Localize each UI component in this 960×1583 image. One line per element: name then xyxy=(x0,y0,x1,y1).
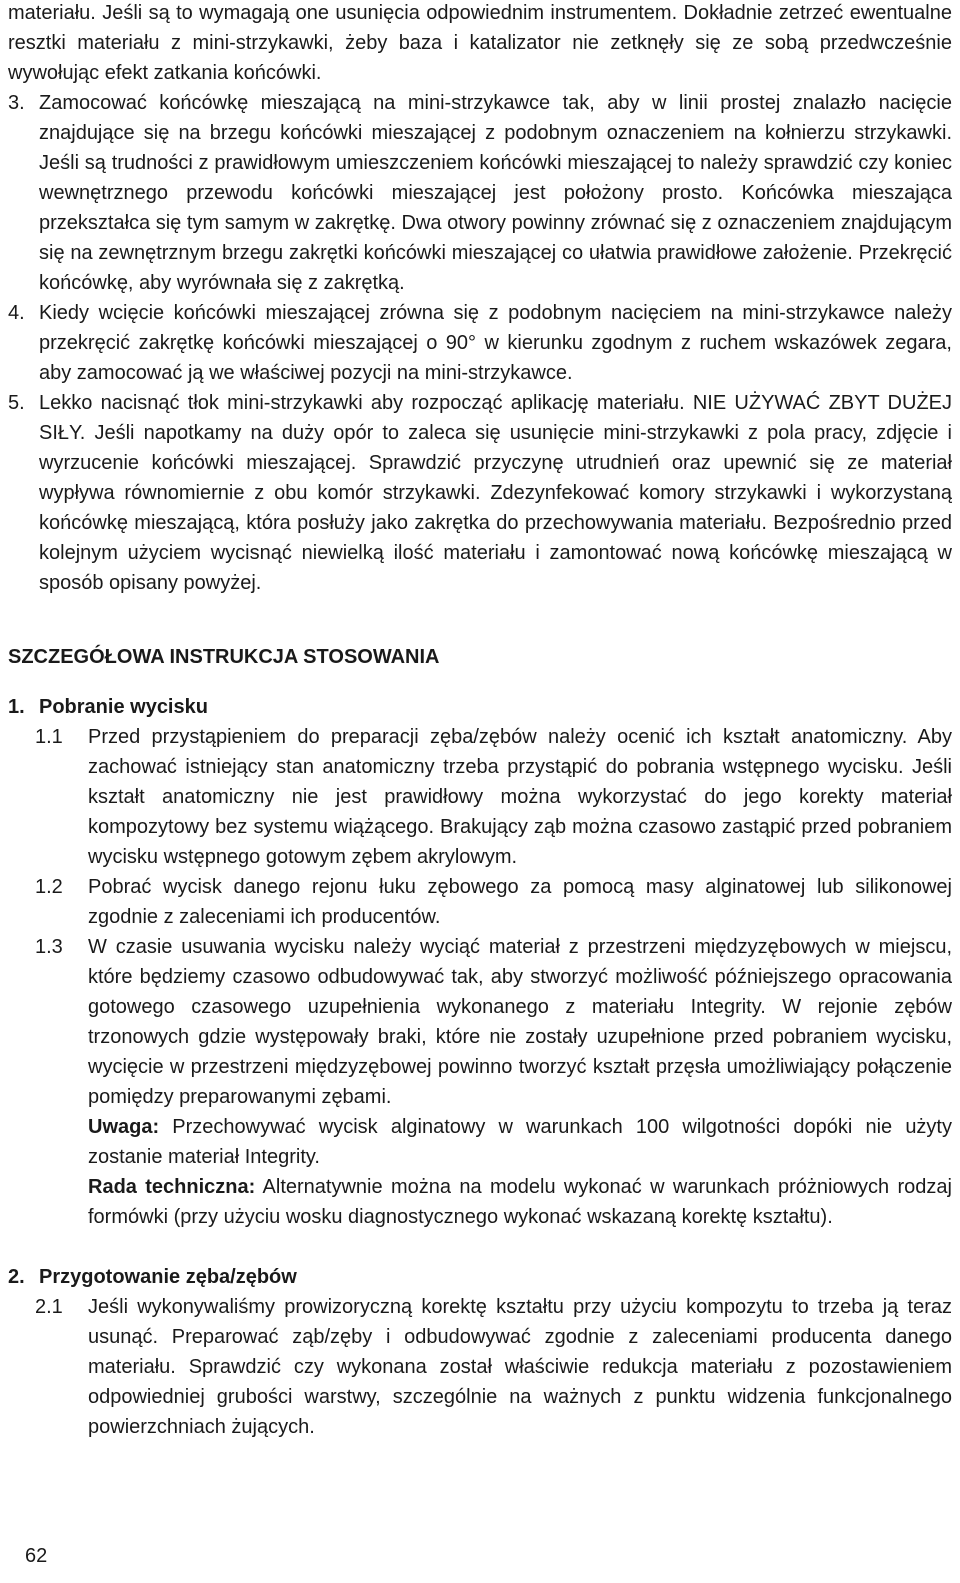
tip-paragraph xyxy=(88,1172,952,1232)
subitem-1-1 xyxy=(35,722,952,872)
tip-label: Rada techniczna: xyxy=(88,1176,256,1198)
step-5 xyxy=(8,388,952,598)
page-number: 62 xyxy=(25,1545,48,1567)
subitem-text: W czasie usuwania wycisku należy wyciąć materiał z przestrzeni międzyzębowych w miejscu, które będziemy czasowo odbudowywać tak, aby stworzyć możliwość późniejszego opracowania gotowego czasowego uzupełnienia wykonanego z materiału Integrity. W rejonie zębów trzonowych gdzie występowały braki, które nie zostały uzupełnione przed pobraniem wycisku, wycięcie w przestrzeni międzyzębowej powinno tworzyć kształt przęsła umożliwiający połączenie pomiędzy preparowanymi zębami. xyxy=(88,936,952,1108)
subitem-text: Jeśli wykonywaliśmy prowizoryczną korektę kształtu przy użyciu kompozytu to trzeba ją teraz usunąć. Preparować ząb/zęby i odbudowywać zgodnie z zaleceniami producenta danego materiału. Sprawdzić czy wykonana został właściwie redukcja materiału z pozostawieniem odpowiedniej grubości warstwy, szczególnie na ważnych z punktu widzenia funkcjonalnego powierzchniach żujących. xyxy=(88,1296,952,1438)
subitem-2-1 xyxy=(35,1292,952,1442)
section-number: 2. xyxy=(8,1266,25,1288)
step-text: Zamocować końcówkę mieszającą na mini-strzykawce tak, aby w linii prostej znalazło nacięcie znajdujące się na brzegu końcówki mieszającej z podobnym oznaczeniem na kołnierzu strzykawki. Jeśli są trudności z prawidłowym umieszczeniem końcówki mieszającej to należy sprawdzić czy koniec wewnętrznego przewodu końcówki mieszającej jest położony prosto. Końcówka mieszająca przekształca się tym samym w zakrętkę. Dwa otwory powinny zrównać się z oznaczeniem znajdującym się na zewnętrznym brzegu zakrętki końcówki mieszającej co ułatwia prawidłowe założenie. Przekręcić końcówkę, aby wyrównała się z zakrętką. xyxy=(39,92,952,294)
note-paragraph xyxy=(88,1112,952,1172)
subitem-number: 1.3 xyxy=(35,936,63,958)
subitem-number: 2.1 xyxy=(35,1296,63,1318)
step-text: Kiedy wcięcie końcówki mieszającej zrówna się z podobnym nacięciem na mini-strzykawce należy przekręcić zakrętkę końcówki mieszającej o 90° w kierunku zgodnym z ruchem wskazówek zegara, aby zamocować ją we właściwej pozycji na mini-strzykawce. xyxy=(39,302,952,384)
subitem-1-3 xyxy=(35,932,952,1112)
step-4 xyxy=(8,298,952,388)
step-number: 5. xyxy=(8,392,25,414)
section-title: Przygotowanie zęba/zębów xyxy=(39,1266,297,1288)
section-title: Pobranie wycisku xyxy=(39,696,208,718)
tip-text: Alternatywnie można na modelu wykonać w warunkach próżniowych rodzaj formówki (przy użyciu wosku diagnostycznego wykonać wskazaną korektę kształtu). xyxy=(88,1176,952,1228)
document-page xyxy=(8,0,952,1442)
step-number: 3. xyxy=(8,92,25,114)
note-text: Przechowywać wycisk alginatowy w warunkach 100 wilgotności dopóki nie użyty zostanie materiał Integrity. xyxy=(88,1116,952,1168)
subitem-number: 1.2 xyxy=(35,876,63,898)
step-text: Lekko nacisnąć tłok mini-strzykawki aby rozpocząć aplikację materiału. NIE UŻYWAĆ ZBYT DUŻEJ SIŁY. Jeśli napotkamy na duży opór to zaleca się usunięcie mini-strzykawki z pola pracy, zdjęcie i wyrzucenie końcówki mieszającej. Sprawdzić przyczynę utrudnień oraz upewnić się ze materiał wypływa równomiernie z obu komór strzykawki. Zdezynfekować komory strzykawki i wykorzystaną końcówkę mieszającą, która posłuży jako zakrętka do przechowywania materiału. Bezpośrednio przed kolejnym użyciem wycisnąć niewielką ilość materiału i zamontować nową końcówkę mieszającą w sposób opisany powyżej. xyxy=(39,392,952,594)
step-number: 4. xyxy=(8,302,25,324)
subitem-text: Pobrać wycisk danego rejonu łuku zębowego za pomocą masy alginatowej lub silikonowej zgodnie z zaleceniami ich producentów. xyxy=(88,876,952,928)
step-3 xyxy=(8,88,952,298)
subitem-text: Przed przystąpieniem do preparacji zęba/zębów należy ocenić ich kształt anatomiczny. Aby zachować istniejący stan anatomiczny trzeba przystąpić do pobrania wstępnego wycisku. Jeśli kształt anatomiczny nie jest prawidłowy można wykorzystać do jego korekty materiał kompozytowy bez systemu wiążącego. Brakujący ząb można czasowo zastąpić przed pobraniem wycisku wstępnego gotowym zębem akrylowym. xyxy=(88,726,952,868)
main-heading: SZCZEGÓŁOWA INSTRUKCJA STOSOWANIA xyxy=(8,646,440,668)
intro-paragraph: materiału. Jeśli są to wymagają one usunięcia odpowiednim instrumentem. Dokładnie zetrzeć ewentualne resztki materiału z mini-strzykawki, żeby baza i katalizator nie zetknęły się ze sobą przedwcześnie wywołując efekt zatkania końcówki. xyxy=(8,2,952,84)
note-label: Uwaga: xyxy=(88,1116,160,1138)
section-heading-2 xyxy=(8,1262,952,1292)
subitem-number: 1.1 xyxy=(35,726,63,748)
section-heading-1 xyxy=(8,692,952,722)
section-number: 1. xyxy=(8,696,25,718)
subitem-1-2 xyxy=(35,872,952,932)
